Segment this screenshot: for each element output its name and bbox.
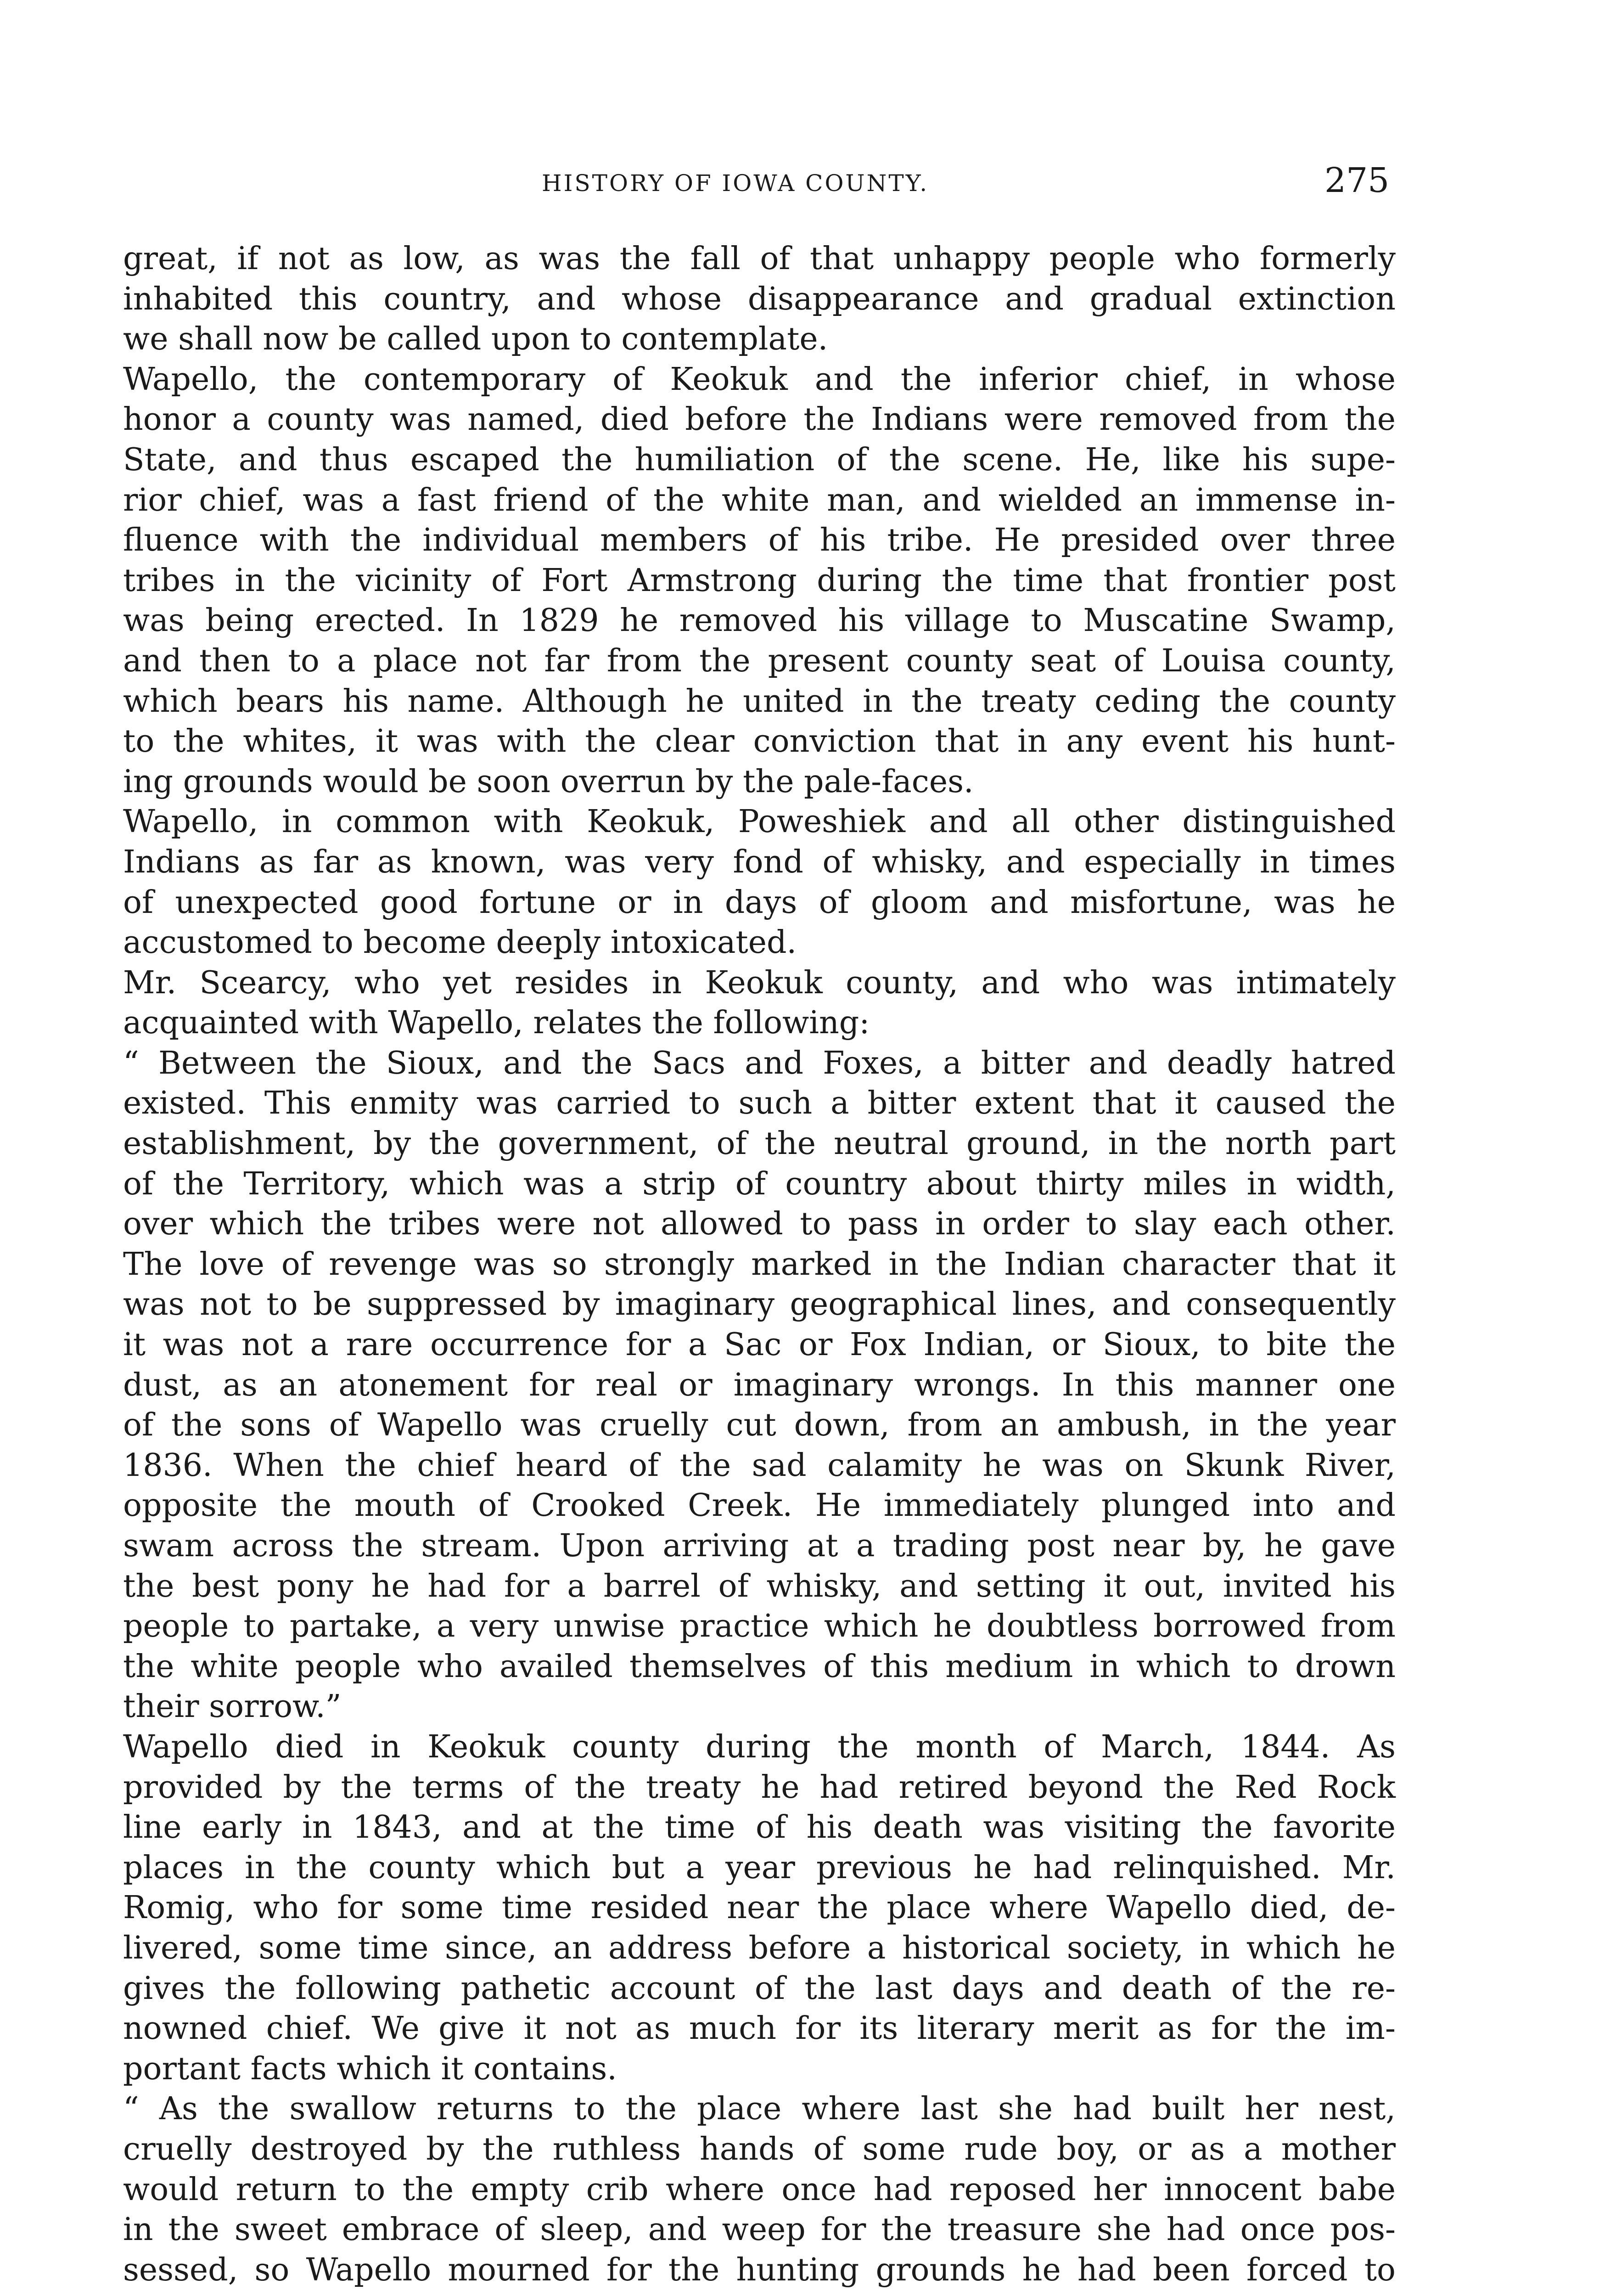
text-line: swam across the stream. Upon arriving at a trading post near by, he gave [123, 1528, 1396, 1564]
text-line: was not to be suppressed by imaginary geographical lines, and consequently [123, 1286, 1396, 1323]
text-line: “ Between the Sioux, and the Sacs and Foxes, a bitter and deadly hatred [123, 1045, 1396, 1081]
text-line: inhabited this country, and whose disappearance and gradual extinction [123, 281, 1396, 317]
text-line: was being erected. In 1829 he removed his village to Muscatine Swamp, [123, 602, 1396, 639]
text-line: The love of revenge was so strongly marked in the Indian character that it [123, 1246, 1396, 1283]
text-line: tribes in the vicinity of Fort Armstrong during the time that frontier post [123, 562, 1396, 599]
text-line: fluence with the individual members of his tribe. He presided over three [123, 522, 1396, 559]
text-line: provided by the terms of the treaty he had retired beyond the Red Rock [123, 1769, 1396, 1806]
text-line: the best pony he had for a barrel of whisky, and setting it out, invited his [123, 1568, 1396, 1604]
text-line: “ As the swallow returns to the place where last she had built her nest, [123, 2091, 1396, 2127]
text-line: portant facts which it contains. [123, 2050, 617, 2087]
text-line: accustomed to become deeply intoxicated. [123, 924, 797, 961]
text-line: ing grounds would be soon overrun by the pale-faces. [123, 763, 974, 800]
text-line: 1836. When the chief heard of the sad calamity he was on Skunk River, [123, 1447, 1396, 1484]
text-line: cruelly destroyed by the ruthless hands of some rude boy, or as a mother [123, 2131, 1396, 2167]
text-line: honor a county was named, died before the Indians were removed from the [123, 401, 1396, 438]
text-line: dust, as an atonement for real or imaginary wrongs. In this manner one [123, 1367, 1396, 1403]
body-text [123, 239, 1396, 2290]
text-line: Wapello, in common with Keokuk, Poweshiek and all other distinguished [123, 804, 1396, 840]
text-line: the white people who availed themselves of this medium in which to drown [123, 1648, 1396, 1685]
text-line: to the whites, it was with the clear conviction that in any event his hunt- [123, 723, 1396, 760]
text-line: line early in 1843, and at the time of his death was visiting the favorite [123, 1809, 1396, 1846]
text-line: we shall now be called upon to contemplate. [123, 321, 828, 358]
text-line: of unexpected good fortune or in days of gloom and misfortune, was he [123, 884, 1396, 921]
text-line: Wapello died in Keokuk county during the month of March, 1844. As [123, 1728, 1396, 1765]
text-line: acquainted with Wapello, relates the following: [123, 1005, 870, 1041]
text-line: livered, some time since, an address before a historical society, in which he [123, 1930, 1396, 1966]
text-line: it was not a rare occurrence for a Sac or Fox Indian, or Sioux, to bite the [123, 1327, 1396, 1363]
text-line: gives the following pathetic account of the last days and death of the re- [123, 1970, 1396, 2007]
text-line: people to partake, a very unwise practice which he doubtless borrowed from [123, 1608, 1396, 1645]
text-line: Indians as far as known, was very fond of whisky, and especially in times [123, 844, 1396, 880]
text-line: nowned chief. We give it not as much for its literary merit as for the im- [123, 2010, 1396, 2047]
text-line: opposite the mouth of Crooked Creek. He immediately plunged into and [123, 1487, 1396, 1524]
text-line: Mr. Scearcy, who yet resides in Keokuk county, and who was intimately [123, 964, 1396, 1001]
text-line: over which the tribes were not allowed to pass in order to slay each other. [123, 1206, 1396, 1243]
text-line: their sorrow.” [123, 1688, 342, 1725]
text-line: establishment, by the government, of the neutral ground, in the north part [123, 1125, 1396, 1162]
text-line: which bears his name. Although he united in the treaty ceding the county [123, 683, 1396, 720]
text-line: and then to a place not far from the present county seat of Louisa county, [123, 642, 1396, 679]
text-line: places in the county which but a year previous he had relinquished. Mr. [123, 1849, 1396, 1886]
text-line: of the Territory, which was a strip of country about thirty miles in width, [123, 1165, 1396, 1202]
text-line: great, if not as low, as was the fall of that unhappy people who formerly [123, 241, 1396, 277]
text-line: Wapello, the contemporary of Keokuk and the inferior chief, in whose [123, 361, 1396, 398]
text-line: Romig, who for some time resided near the place where Wapello died, de- [123, 1890, 1396, 1926]
text-line: State, and thus escaped the humiliation of the scene. He, like his supe- [123, 441, 1396, 478]
text-line: would return to the empty crib where once had reposed her innocent babe [123, 2171, 1396, 2208]
text-line: in the sweet embrace of sleep, and weep for the treasure she had once pos- [123, 2212, 1396, 2248]
text-line: existed. This enmity was carried to such a bitter extent that it caused the [123, 1085, 1396, 1122]
text-line: sessed, so Wapello mourned for the hunting grounds he had been forced to [123, 2251, 1396, 2288]
text-line: rior chief, was a fast friend of the white man, and wielded an immense in- [123, 482, 1396, 518]
running-head: HISTORY OF IOWA COUNTY. [542, 170, 929, 197]
page-number: 275 [1324, 161, 1390, 200]
text-line: of the sons of Wapello was cruelly cut down, from an ambush, in the year [123, 1407, 1396, 1444]
